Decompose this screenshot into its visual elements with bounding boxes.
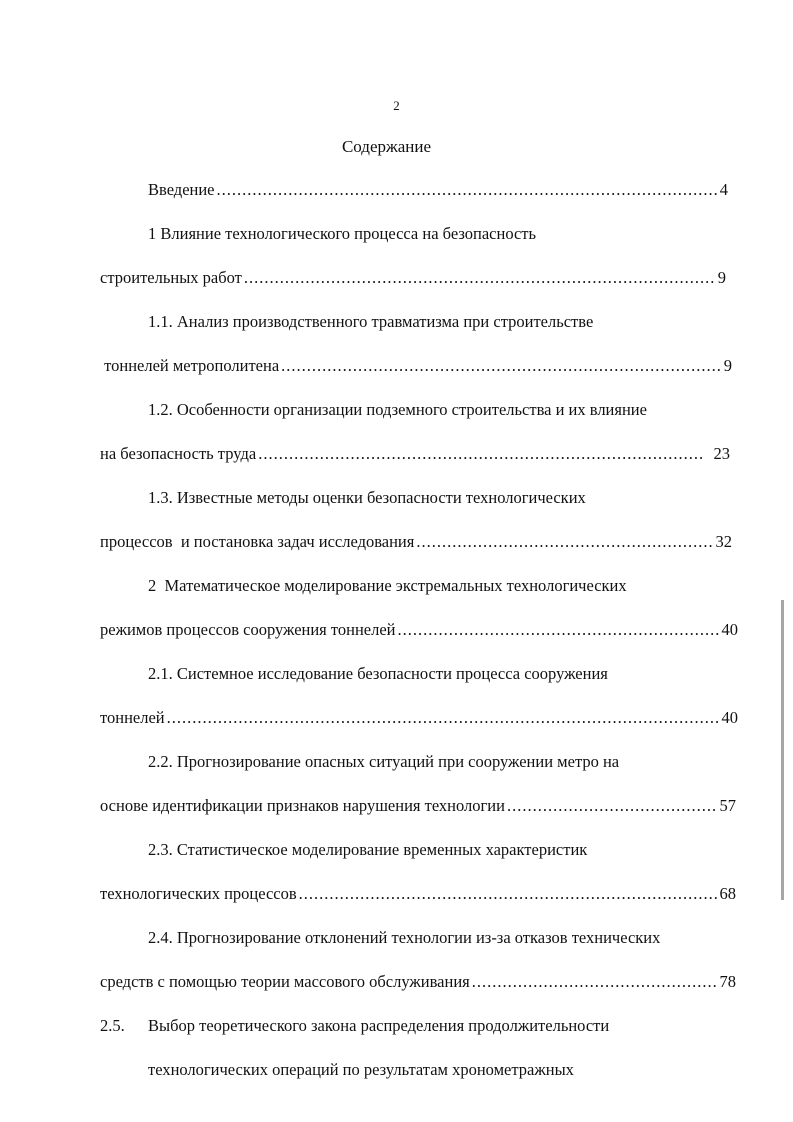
- toc-page-number: 68: [719, 884, 736, 903]
- page-number: 2: [393, 98, 400, 113]
- toc-page-number: 4: [719, 180, 728, 199]
- toc-page-number: 57: [719, 796, 736, 815]
- page-title: Содержание: [341, 137, 432, 156]
- toc-entry-s1-3-line1: 1.3. Известные методы оценки безопасности технологических: [148, 488, 586, 507]
- toc-entry-intro: [148, 180, 728, 200]
- toc-entry-text: процессов и постановка задач исследования: [100, 532, 415, 551]
- toc-entry-text: технологических процессов: [100, 884, 297, 903]
- toc-entry-text: строительных работ: [100, 268, 242, 287]
- toc-page-number: 32: [715, 532, 732, 551]
- toc-leader: [507, 796, 718, 816]
- toc-page-number: 40: [721, 620, 738, 639]
- toc-entry-text: основе идентификации признаков нарушения технологии: [100, 796, 505, 815]
- toc-page-number: 9: [723, 356, 732, 375]
- toc-entry-s2-2-line1: 2.2. Прогнозирование опасных ситуаций при сооружении метро на: [148, 752, 620, 771]
- toc-page-number: 40: [721, 708, 738, 727]
- toc-entry-s2-4-line1: 2.4. Прогнозирование отклонений технологии из-за отказов технических: [148, 928, 661, 947]
- toc-entry-s1-1-line1: 1.1. Анализ производственного травматизма при строительстве: [148, 312, 594, 331]
- toc-entry-text: Введение: [148, 180, 215, 199]
- toc-entry-text: тоннелей метрополитена: [100, 356, 280, 375]
- scan-edge-mark: [781, 600, 784, 900]
- toc-leader: [244, 268, 716, 288]
- toc-leader: [299, 884, 718, 904]
- toc-leader: [258, 444, 703, 464]
- toc-entry-s2-3-line1: 2.3. Статистическое моделирование временных характеристик: [148, 840, 588, 859]
- toc-page-number: 23: [713, 444, 730, 463]
- toc-leader: [398, 620, 720, 640]
- toc-entry-s2-5-line2: технологических операций по результатам хронометражных: [148, 1060, 574, 1079]
- toc-entry-s1-2: [100, 444, 730, 464]
- toc-entry-s1-3: [100, 532, 732, 552]
- toc-entry-ch1-line1: 1 Влияние технологического процесса на безопасность: [148, 224, 537, 243]
- toc-entry-s2-1: [100, 708, 738, 728]
- toc-leader: [281, 356, 722, 376]
- toc-entry-ch2-line1: 2 Математическое моделирование экстремальных технологических: [148, 576, 627, 595]
- toc-entry-ch2: [100, 620, 738, 640]
- toc-page-number: 78: [719, 972, 736, 991]
- toc-leader: [217, 180, 718, 200]
- toc-entry-s2-4: [100, 972, 736, 992]
- toc-leader: [472, 972, 718, 992]
- toc-entry-s2-1-line1: 2.1. Системное исследование безопасности процесса сооружения: [148, 664, 608, 683]
- toc-entry-ch1: [100, 268, 726, 288]
- toc-leader: [167, 708, 720, 728]
- toc-entry-text: на безопасность труда: [100, 444, 257, 463]
- toc-page-number: 9: [717, 268, 726, 287]
- toc-entry-text: режимов процессов сооружения тоннелей: [100, 620, 396, 639]
- toc-entry-s2-5-number: 2.5.: [100, 1016, 125, 1035]
- toc-entry-text: тоннелей: [100, 708, 165, 727]
- toc-entry-s2-2: [100, 796, 736, 816]
- toc-leader: [416, 532, 713, 552]
- toc-entry-text: средств с помощью теории массового обслуживания: [100, 972, 470, 991]
- toc-entry-s1-2-line1: 1.2. Особенности организации подземного строительства и их влияние: [148, 400, 647, 419]
- toc-entry-s1-1: [100, 356, 732, 376]
- toc-entry-s2-5-line1: Выбор теоретического закона распределения продолжительности: [148, 1016, 610, 1035]
- toc-entry-s2-3: [100, 884, 736, 904]
